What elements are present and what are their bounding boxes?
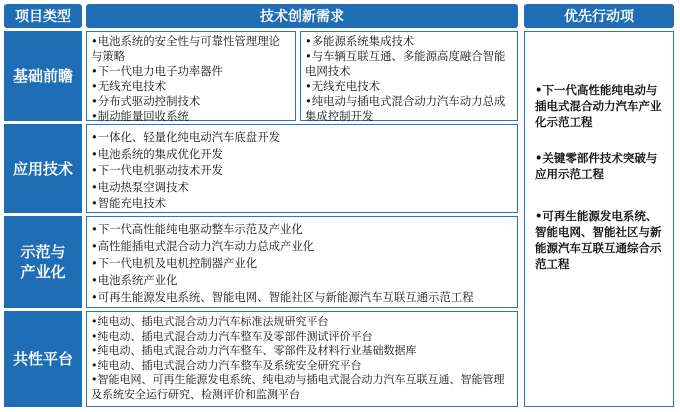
list-item: •纯电动、插电式混合动力汽车整车及系统安全研究平台 bbox=[91, 358, 362, 372]
header-project-type: 项目类型 bbox=[4, 4, 82, 28]
category-basic-frontier: 基础前瞻 bbox=[4, 31, 82, 121]
list-item: •无线充电技术 bbox=[305, 79, 381, 93]
category-applied-tech: 应用技术 bbox=[4, 124, 82, 213]
list-item: •智能充电技术 bbox=[91, 196, 167, 210]
list-item: •无线充电技术 bbox=[91, 79, 167, 93]
demo-industrialization-box bbox=[86, 216, 518, 308]
list-item: •制动能量回收系统 bbox=[91, 109, 189, 123]
list-item: •与车辆互联互通、多能源高度融合智能电网技术 bbox=[305, 49, 506, 78]
applied-tech-box bbox=[86, 124, 518, 213]
header-priority-actions: 优先行动项 bbox=[524, 4, 674, 28]
list-item: •纯电动、插电式混合动力汽车整车、零部件及材料行业基础数据库 bbox=[91, 344, 417, 358]
category-line-2: 产业化 bbox=[20, 263, 66, 281]
priority-action-item: •下一代高性能纯电动与插电式混合动力汽车产业化示范工程 bbox=[535, 83, 662, 129]
list-item: •可再生能源发电系统、智能电网、智能社区与新能源汽车互联互通示范工程 bbox=[91, 290, 474, 304]
list-item: •电池系统的安全性与可靠性管理理论与策略 bbox=[91, 34, 280, 63]
category-line-1: 示范与 bbox=[20, 243, 66, 261]
list-item: •电池系统产业化 bbox=[91, 273, 178, 287]
list-item: •下一代电力电子功率器件 bbox=[91, 64, 224, 78]
list-item: •分布式驱动控制技术 bbox=[91, 94, 201, 108]
common-platform-box bbox=[86, 311, 518, 407]
list-item: •电动热泵空调技术 bbox=[91, 179, 189, 194]
category-demo-industrialization bbox=[4, 216, 82, 308]
list-item: •一体化、轻量化纯电动汽车底盘开发 bbox=[91, 130, 280, 144]
list-item: •纯电动、插电式混合动力汽车整车及零部件测试评价平台 bbox=[91, 329, 373, 343]
list-item: •高性能插电式混合动力汽车动力总成产业化 bbox=[91, 239, 315, 253]
list-item: •下一代高性能纯电驱动整车示范及产业化 bbox=[91, 222, 303, 236]
priority-action-item: •可再生能源发电系统、智能电网、智能社区与新能源汽车互联互通综合示范工程 bbox=[535, 209, 662, 271]
list-item: •下一代电机驱动技术开发 bbox=[91, 163, 224, 177]
header-tech-demand: 技术创新需求 bbox=[86, 4, 518, 28]
priority-actions-box bbox=[524, 31, 674, 407]
list-item: •纯电动、插电式混合动力汽车标准法规研究平台 bbox=[91, 315, 329, 328]
list-item: •电池系统的集成优化开发 bbox=[91, 146, 224, 161]
basic-frontier-right-box bbox=[300, 31, 518, 121]
list-item: •智能电网、可再生能源发电系统、纯电动与插电式混合动力汽车互联互通、智能管理及系统安全运行研究、检测评价和监测平台 bbox=[91, 373, 505, 401]
list-item: •多能源系统集成技术 bbox=[305, 34, 415, 48]
basic-frontier-left-box bbox=[86, 31, 296, 121]
list-item: •纯电动与插电式混合动力汽车动力总成集成控制开发 bbox=[305, 94, 506, 123]
priority-action-item: •关键零部件技术突破与应用示范工程 bbox=[535, 151, 658, 181]
list-item: •下一代电机及电机控制器产业化 bbox=[91, 256, 258, 270]
category-common-platform: 共性平台 bbox=[4, 311, 82, 407]
